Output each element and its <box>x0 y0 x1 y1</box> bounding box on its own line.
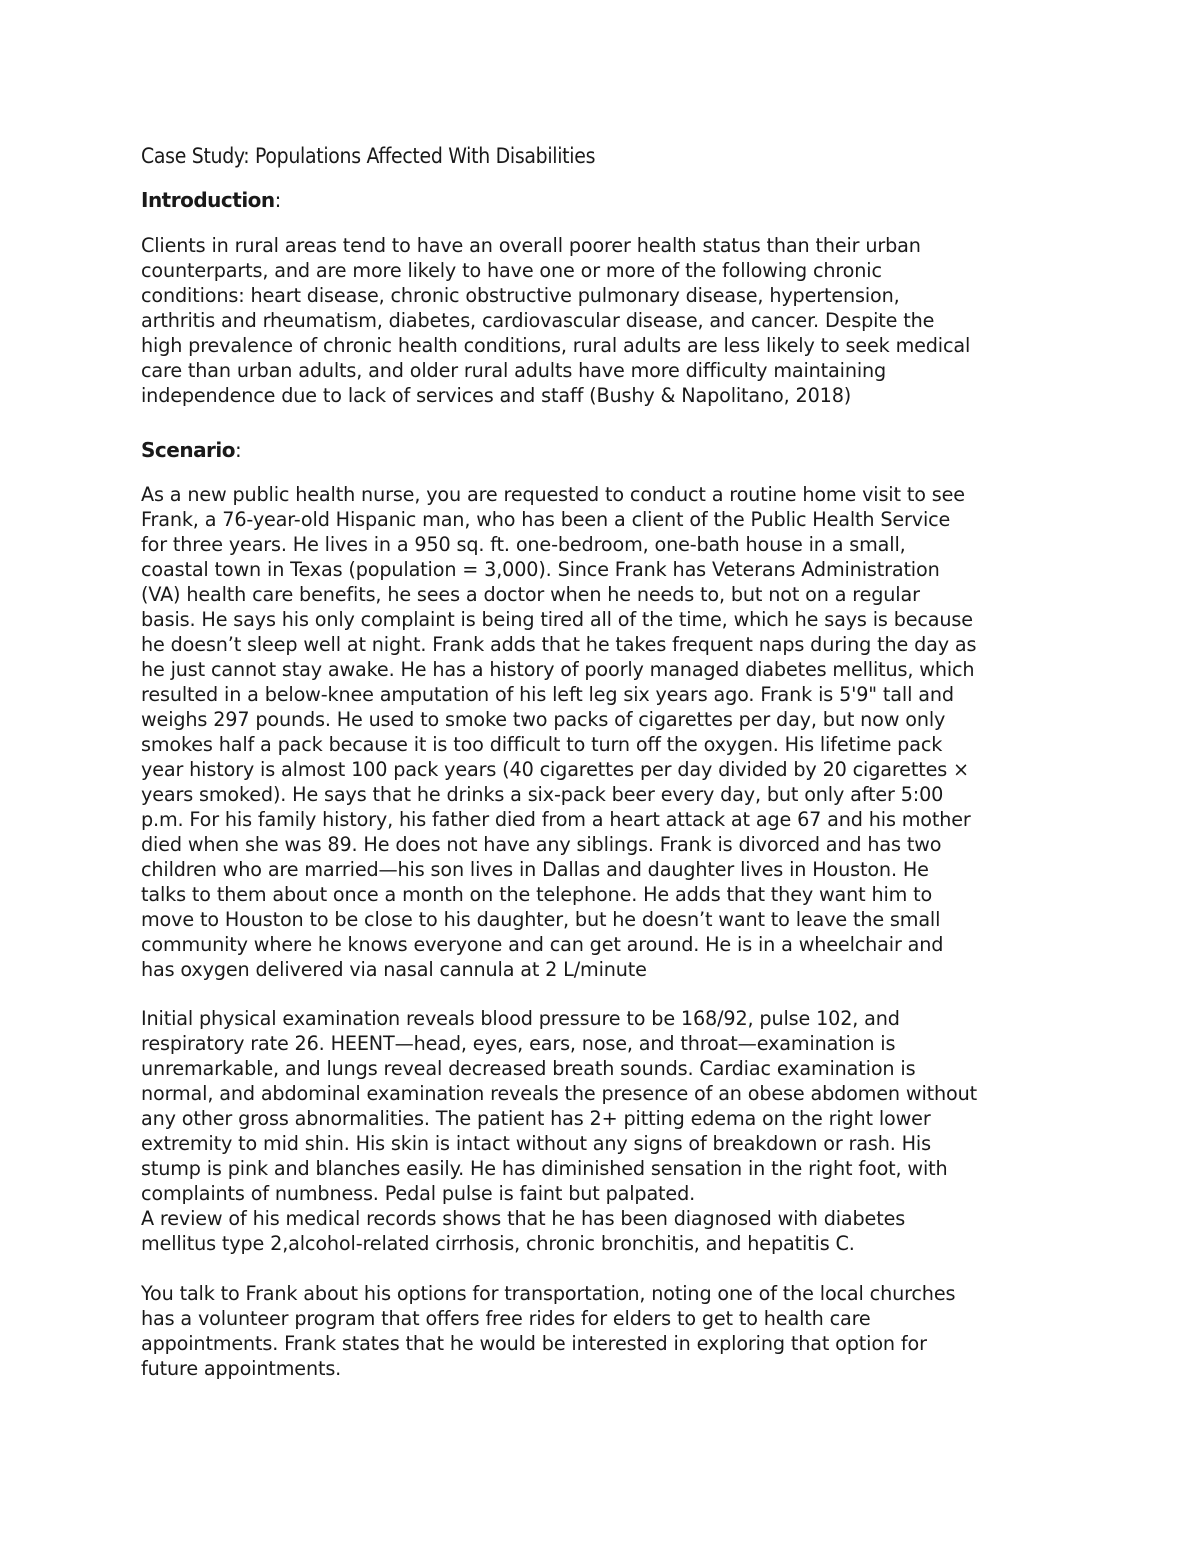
text-line: mellitus type 2,alcohol-related cirrhosis, chronic bronchitis, and hepatitis C. <box>141 1232 855 1255</box>
introduction-heading-colon: : <box>274 188 281 212</box>
text-line: arthritis and rheumatism, diabetes, cardiovascular disease, and cancer. Despite the <box>141 309 935 332</box>
introduction-heading <box>141 185 281 215</box>
text-line: extremity to mid shin. His skin is intact without any signs of breakdown or rash. His <box>141 1132 931 1155</box>
text-line: coastal town in Texas (population = 3,000). Since Frank has Veterans Administration <box>141 558 940 581</box>
scenario-heading-colon: : <box>235 438 242 462</box>
text-line: weighs 297 pounds. He used to smoke two packs of cigarettes per day, but now only <box>141 708 946 731</box>
text-line: (VA) health care benefits, he sees a doctor when he needs to, but not on a regular <box>141 583 920 606</box>
text-line: basis. He says his only complaint is being tired all of the time, which he says is because <box>141 608 973 631</box>
text-line: respiratory rate 26. HEENT—head, eyes, ears, nose, and throat—examination is <box>141 1032 896 1055</box>
text-line: high prevalence of chronic health conditions, rural adults are less likely to seek medical <box>141 334 971 357</box>
text-line: has oxygen delivered via nasal cannula at 2 L/minute <box>141 958 647 981</box>
text-line: care than urban adults, and older rural adults have more difficulty maintaining <box>141 359 887 382</box>
scenario-paragraph <box>141 482 1101 982</box>
text-line: future appointments. <box>141 1357 342 1380</box>
text-line: p.m. For his family history, his father died from a heart attack at age 67 and his mother <box>141 808 971 831</box>
text-line: appointments. Frank states that he would be interested in exploring that option for <box>141 1332 927 1355</box>
introduction-heading-text: Introduction <box>141 188 275 212</box>
text-line: he doesn’t sleep well at night. Frank adds that he takes frequent naps during the day as <box>141 633 977 656</box>
introduction-paragraph <box>141 233 1101 408</box>
text-line: counterparts, and are more likely to have one or more of the following chronic <box>141 259 882 282</box>
text-line: stump is pink and blanches easily. He has diminished sensation in the right foot, with <box>141 1157 948 1180</box>
document-title: Case Study: Populations Affected With Disabilities <box>141 144 596 168</box>
text-line: children who are married—his son lives in Dallas and daughter lives in Houston. He <box>141 858 929 881</box>
text-line: move to Houston to be close to his daughter, but he doesn’t want to leave the small <box>141 908 941 931</box>
text-line: normal, and abdominal examination reveals the presence of an obese abdomen without <box>141 1082 977 1105</box>
text-line: smokes half a pack because it is too difficult to turn off the oxygen. His lifetime pack <box>141 733 943 756</box>
text-line: Initial physical examination reveals blood pressure to be 168/92, pulse 102, and <box>141 1007 900 1030</box>
text-line: community where he knows everyone and can get around. He is in a wheelchair and <box>141 933 944 956</box>
text-line: year history is almost 100 pack years (40 cigarettes per day divided by 20 cigarettes × <box>141 758 969 781</box>
text-line: Clients in rural areas tend to have an overall poorer health status than their urban <box>141 234 921 257</box>
scenario-heading-text: Scenario <box>141 438 236 462</box>
transportation-paragraph <box>141 1281 1101 1381</box>
text-line: years smoked). He says that he drinks a six-pack beer every day, but only after 5:00 <box>141 783 944 806</box>
text-line: conditions: heart disease, chronic obstructive pulmonary disease, hypertension, <box>141 284 900 307</box>
text-line: As a new public health nurse, you are requested to conduct a routine home visit to see <box>141 483 965 506</box>
examination-paragraph <box>141 1006 1101 1256</box>
text-line: any other gross abnormalities. The patient has 2+ pitting edema on the right lower <box>141 1107 931 1130</box>
text-line: A review of his medical records shows that he has been diagnosed with diabetes <box>141 1207 906 1230</box>
text-line: complaints of numbness. Pedal pulse is faint but palpated. <box>141 1182 696 1205</box>
text-line: unremarkable, and lungs reveal decreased breath sounds. Cardiac examination is <box>141 1057 916 1080</box>
text-line: he just cannot stay awake. He has a history of poorly managed diabetes mellitus, which <box>141 658 975 681</box>
text-line: independence due to lack of services and staff (Bushy & Napolitano, 2018) <box>141 384 852 407</box>
text-line: You talk to Frank about his options for transportation, noting one of the local churches <box>141 1282 956 1305</box>
text-line: for three years. He lives in a 950 sq. ft. one-bedroom, one-bath house in a small, <box>141 533 906 556</box>
scenario-heading <box>141 435 241 465</box>
text-line: talks to them about once a month on the telephone. He adds that they want him to <box>141 883 933 906</box>
text-line: has a volunteer program that offers free rides for elders to get to health care <box>141 1307 871 1330</box>
text-line: resulted in a below-knee amputation of his left leg six years ago. Frank is 5'9" tall and <box>141 683 954 706</box>
text-line: died when she was 89. He does not have any siblings. Frank is divorced and has two <box>141 833 942 856</box>
text-line: Frank, a 76-year-old Hispanic man, who has been a client of the Public Health Service <box>141 508 951 531</box>
